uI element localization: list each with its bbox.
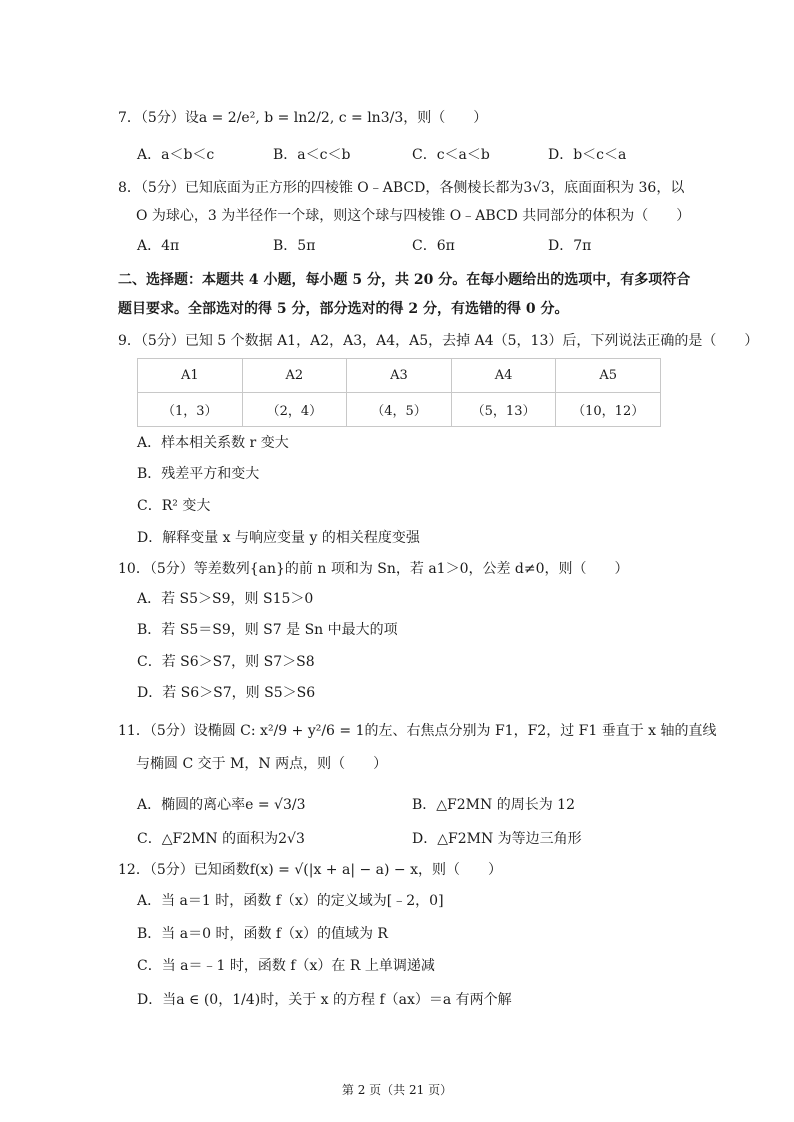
question-8-line-2: O 为球心，3 为半径作一个球，则这个球与四棱锥 O﹣ABCD 共同部分的体积为（ ） [136, 208, 691, 224]
q11-option-c: C．△F2MN 的面积为2√3 [137, 831, 305, 847]
q10-option-c: C．若 S6＞S7，则 S7＞S8 [137, 654, 315, 670]
page-footer: 第 2 页（共 21 页） [341, 1083, 453, 1097]
q11-option-d: D．△F2MN 为等边三角形 [412, 831, 582, 847]
q7-option-a: A．a＜b＜c [137, 147, 215, 163]
q12-option-a: A．当 a＝1 时，函数 f（x）的定义域为[﹣2，0] [137, 893, 444, 909]
question-8-line-1: 8．（5分）已知底面为正方形的四棱锥 O﹣ABCD，各侧棱长都为3√3，底面面积为 36，以 [118, 180, 685, 196]
table-cell: （5，13） [451, 393, 556, 427]
data-table [137, 358, 661, 427]
q10-option-a: A．若 S5＞S9，则 S15＞0 [137, 591, 314, 607]
question-11-line-1: 11．（5分）设椭圆 C: x²/9 + y²/6 = 1的左、右焦点分别为 F1，F2，过 F1 垂直于 x 轴的直线 [118, 723, 717, 739]
q8-option-a: A．4π [137, 238, 180, 254]
q11-option-a: A．椭圆的离心率e = √3/3 [137, 797, 306, 813]
q8-option-d: D．7π [548, 238, 592, 254]
table-header-cell: A4 [451, 359, 556, 393]
q7-option-b: B．a＜c＜b [273, 147, 351, 163]
q9-option-b: B．残差平方和变大 [137, 466, 260, 482]
table-cell: （2，4） [242, 393, 347, 427]
question-10: 10．（5分）等差数列{an}的前 n 项和为 Sn，若 a1＞0，公差 d≠0，则（ ） [118, 561, 629, 577]
q12-option-d: D．当a ∈ (0，1/4)时，关于 x 的方程 f（ax）＝a 有两个解 [137, 992, 512, 1008]
question-9: 9．（5分）已知 5 个数据 A1，A2，A3，A4，A5，去掉 A4（5，13）后，下列说法正确的是（ ） [118, 333, 759, 349]
q7-option-d: D．b＜c＜a [548, 147, 627, 163]
table-header-cell: A3 [347, 359, 452, 393]
q9-option-a: A．样本相关系数 r 变大 [137, 435, 289, 451]
question-11-line-2: 与椭圆 C 交于 M，N 两点，则（ ） [136, 756, 388, 772]
q8-option-b: B．5π [273, 238, 316, 254]
q8-option-c: C．6π [412, 238, 455, 254]
q9-option-c: C．R² 变大 [137, 498, 211, 514]
q12-option-b: B．当 a＝0 时，函数 f（x）的值域为 R [137, 926, 388, 942]
question-7: 7．（5分）设a = 2/e², b = ln2/2, c = ln3/3，则（ ） [118, 110, 488, 126]
q12-option-c: C．当 a＝﹣1 时，函数 f（x）在 R 上单调递减 [137, 958, 435, 974]
table-cell: （4，5） [347, 393, 452, 427]
q10-option-b: B．若 S5＝S9，则 S7 是 Sn 中最大的项 [137, 622, 398, 638]
table-cell: （10，12） [556, 393, 661, 427]
q7-option-c: C．c＜a＜b [412, 147, 490, 163]
q10-option-d: D．若 S6＞S7，则 S5＞S6 [137, 685, 316, 701]
table-header-row [138, 359, 661, 393]
table-header-cell: A2 [242, 359, 347, 393]
table-row [138, 393, 661, 427]
table-cell: （1，3） [138, 393, 243, 427]
section-2-heading-line-1: 二、选择题：本题共 4 小题，每小题 5 分，共 20 分。在每小题给出的选项中，有多项符合 [118, 272, 691, 288]
table-header-cell: A1 [138, 359, 243, 393]
table-header-cell: A5 [556, 359, 661, 393]
question-12: 12．（5分）已知函数f(x) = √(|x + a| − a) − x，则（ ） [118, 862, 503, 878]
q11-option-b: B．△F2MN 的周长为 12 [412, 797, 575, 813]
q9-option-d: D．解释变量 x 与响应变量 y 的相关程度变强 [137, 530, 420, 546]
section-2-heading-line-2: 题目要求。全部选对的得 5 分，部分选对的得 2 分，有选错的得 0 分。 [118, 301, 569, 317]
